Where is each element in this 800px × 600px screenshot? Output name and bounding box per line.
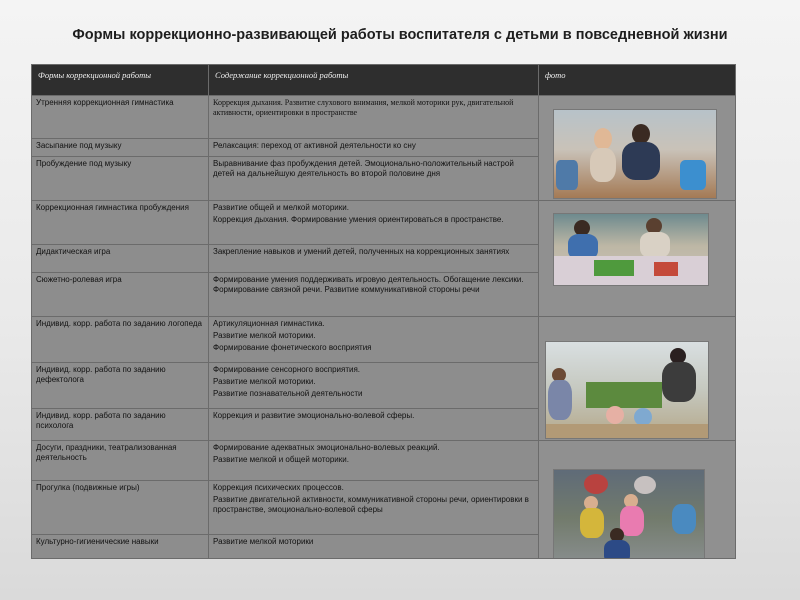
photo-morning-exercise — [553, 109, 717, 199]
content-text: Развитие мелкой моторики. — [213, 331, 316, 340]
content-cell — [209, 245, 539, 273]
photo-cell-2 — [539, 201, 736, 317]
form-text: Сюжетно-ролевая игра — [36, 275, 122, 284]
form-cell — [32, 157, 209, 201]
form-cell — [32, 139, 209, 157]
correction-work-table — [31, 64, 736, 559]
header-photo: фото — [539, 65, 736, 96]
content-text: Формирование умения поддерживать игровую деятельность. Обогащение лексики. Формирование связной речи. Развитие коммуникативной стороны речи — [213, 275, 524, 294]
content-cell — [209, 317, 539, 363]
content-cell — [209, 441, 539, 481]
form-text: Индивид. корр. работа по заданию логопеда — [36, 319, 202, 328]
form-text: Утренняя коррекционная гимнастика — [36, 98, 174, 107]
content-cell — [209, 139, 539, 157]
form-text: Засыпание под музыку — [36, 141, 122, 150]
content-cell — [209, 201, 539, 245]
content-text: Закрепление навыков и умений детей, полученных на коррекционных занятиях — [213, 247, 510, 256]
form-cell — [32, 201, 209, 245]
content-cell — [209, 157, 539, 201]
content-text: Развитие двигательной активности, коммуникативной стороны речи, ориентировки в пространстве, эмоционально-волевой сферы — [213, 495, 529, 514]
content-text: Развитие познавательной деятельности — [213, 389, 363, 398]
content-text: Релаксация: переход от активной деятельности ко сну — [213, 141, 416, 150]
table-header-row — [32, 65, 736, 96]
header-content: Содержание коррекционной работы — [209, 65, 539, 96]
content-cell — [209, 273, 539, 317]
form-text: Коррекционная гимнастика пробуждения — [36, 203, 189, 212]
form-text: Культурно-гигиенические навыки — [36, 537, 159, 546]
photo-cell-1 — [539, 96, 736, 201]
photo-outdoor-games — [553, 469, 705, 559]
content-text: Выравнивание фаз пробуждения детей. Эмоционально-положительный настрой детей на дальнейшую деятельность во второй половине дня — [213, 159, 514, 178]
content-text: Развитие общей и мелкой моторики. — [213, 203, 349, 212]
table-row — [32, 441, 736, 481]
photo-cell-3 — [539, 317, 736, 441]
form-cell — [32, 363, 209, 409]
content-text: Коррекция дыхания. Развитие слухового внимания, мелкой моторики рук, двигательной активности, ориентировки в пространстве — [213, 98, 514, 117]
photo-individual-work — [545, 341, 709, 439]
photo-didactic-game — [553, 213, 709, 286]
content-cell — [209, 363, 539, 409]
content-text: Коррекция дыхания. Формирование умения ориентироваться в пространстве. — [213, 215, 504, 224]
form-cell — [32, 409, 209, 441]
form-cell — [32, 273, 209, 317]
header-forms: Формы коррекционной работы — [32, 65, 209, 96]
form-cell — [32, 535, 209, 559]
table-row — [32, 317, 736, 363]
form-text: Дидактическая игра — [36, 247, 111, 256]
content-text: Артикуляционная гимнастика. — [213, 319, 325, 328]
form-text: Досуги, праздники, театрализованная деятельность — [36, 443, 177, 462]
table-row — [32, 96, 736, 139]
form-cell — [32, 245, 209, 273]
content-text: Развитие мелкой и общей моторики. — [213, 455, 349, 464]
form-cell — [32, 96, 209, 139]
content-cell — [209, 409, 539, 441]
form-cell — [32, 481, 209, 535]
form-text: Индивид. корр. работа по заданию психолога — [36, 411, 166, 430]
content-cell — [209, 535, 539, 559]
form-text: Индивид. корр. работа по заданию дефектолога — [36, 365, 166, 384]
form-text: Пробуждение под музыку — [36, 159, 132, 168]
page-title: Формы коррекционно-развивающей работы воспитателя с детьми в повседневной жизни — [72, 27, 728, 43]
photo-cell-4 — [539, 441, 736, 559]
content-text: Формирование адекватных эмоционально-волевых реакций. — [213, 443, 440, 452]
content-text: Коррекция психических процессов. — [213, 483, 344, 492]
form-cell — [32, 317, 209, 363]
content-cell — [209, 96, 539, 139]
table-row — [32, 201, 736, 245]
content-text: Формирование сенсорного восприятия. — [213, 365, 361, 374]
form-text: Прогулка (подвижные игры) — [36, 483, 140, 492]
content-text: Формирование фонетического восприятия — [213, 343, 372, 352]
content-text: Коррекция и развитие эмоционально-волевой сферы. — [213, 411, 415, 420]
content-text: Развитие мелкой моторики. — [213, 377, 316, 386]
content-text: Развитие мелкой моторики — [213, 537, 314, 546]
content-cell — [209, 481, 539, 535]
form-cell — [32, 441, 209, 481]
